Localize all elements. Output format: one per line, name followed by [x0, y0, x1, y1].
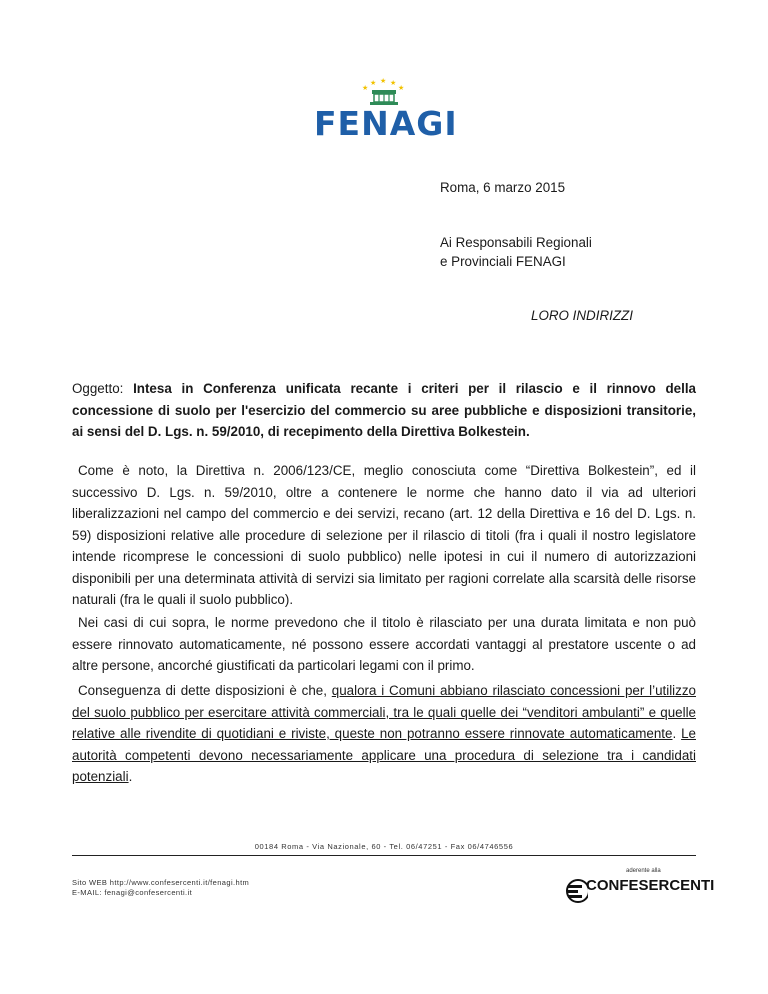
- confesercenti-emblem-icon: [566, 876, 588, 906]
- recipient-line-2: e Provinciali FENAGI: [440, 254, 566, 269]
- svg-text:★: ★: [370, 80, 377, 87]
- confesercenti-name: CONFESERCENTI: [586, 877, 715, 894]
- footer-contacts: [72, 878, 249, 898]
- confesercenti-logo: [566, 868, 715, 908]
- svg-text:★: ★: [362, 85, 369, 92]
- footer-email-link[interactable]: E-MAIL: fenagi@confesercenti.it: [72, 888, 193, 897]
- addresses-note: LORO INDIRIZZI: [531, 308, 633, 323]
- body-paragraph-1: Come è noto, la Direttiva n. 2006/123/CE, meglio conosciuta come “Direttiva Bolkestein”, ed il successivo D. Lgs. n. 59/2010, oltre a contenere le norme che hanno dato il via ad ulteriori liberalizzazioni nel campo del commercio e dei servizi, recano (art. 12 della Direttiva e 16 del D. Lgs. n. 59) disposizioni relative alle procedure di selezione per il rilascio di titoli (fra i quali il nostro legislatore intende ricomprese le concessioni di suolo pubblico) nelle ipotesi in cui il numero di autorizzazioni disponibili per una determinata attività di servizi sia limitato per ragioni correlate alla scarsità delle risorse naturali (fra le quali il suolo pubblico).: [72, 463, 696, 607]
- recipient-line-1: Ai Responsabili Regionali: [440, 235, 592, 250]
- p3-intro: Conseguenza di dette disposizioni è che,: [78, 683, 332, 698]
- letter-date: Roma, 6 marzo 2015: [440, 180, 566, 195]
- footer-address: 00184 Roma - Via Nazionale, 60 - Tel. 06/47251 - Fax 06/4746556: [254, 842, 514, 851]
- footer-divider: [72, 855, 696, 856]
- body-paragraph-2: Nei casi di cui sopra, le norme prevedono che il titolo è rilasciato per una durata limitata e non può essere rinnovato automaticamente, né possono essere accordati vantaggi al prestatore uscente o ad altre persone, ancorché giustificati da particolari legami con il primo.: [72, 615, 696, 673]
- p3-end: .: [128, 769, 133, 784]
- logo-text: FENAGI: [314, 104, 458, 143]
- p3-underlined-2: Le autorità competenti devono necessariamente applicare una procedura di selezione tra i candidati potenziali: [72, 726, 696, 784]
- adherent-label: aderente alla: [626, 868, 661, 874]
- svg-text:★: ★: [398, 85, 405, 92]
- p3-underlined-1: qualora i Comuni abbiano rilasciato concessioni per l’utilizzo del suolo pubblico per esercitare attività commerciali, tra le quali quelle dei “venditori ambulanti” e quelle relative alle rivendite di quotidiani e riviste, queste non potranno essere rinnovate automaticamente: [72, 683, 696, 741]
- subject-paragraph: [72, 378, 696, 443]
- svg-text:★: ★: [380, 78, 387, 85]
- svg-text:★: ★: [390, 80, 397, 87]
- fenagi-logo: [314, 78, 458, 143]
- p3-period: .: [672, 726, 682, 741]
- subject-text: Intesa in Conferenza unificata recante i criteri per il rilascio e il rinnovo della concessione di suolo per l'esercizio del commercio su aree pubbliche e disposizioni transitorie, ai sensi del D. Lgs. n. 59/2010, di recepimento della Direttiva Bolkestein.: [72, 381, 696, 439]
- footer-web-link[interactable]: Sito WEB http://www.confesercenti.it/fenagi.htm: [72, 878, 250, 887]
- recipients: [440, 233, 592, 271]
- subject-label: Oggetto:: [72, 381, 134, 396]
- body-paragraph-3: [72, 680, 696, 788]
